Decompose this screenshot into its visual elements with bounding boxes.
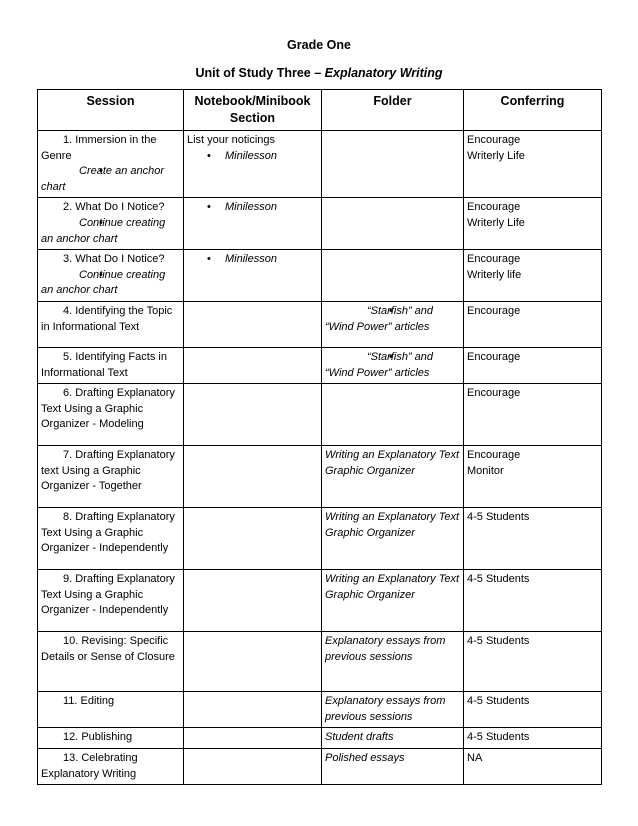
session-title: 5. Identifying Facts in Informational Text — [41, 350, 167, 379]
cell-session — [38, 632, 184, 692]
header-session: Session — [38, 90, 184, 131]
folder-bullet: • “Starfish” and “Wind Power” articles — [325, 350, 460, 381]
session-title: 10. Revising: Specific Details or Sense of Closure — [41, 635, 175, 663]
cell-conferring — [464, 632, 602, 692]
session-title: 11. Editing — [63, 695, 115, 708]
cell-notebook — [184, 250, 322, 302]
folder-bullet: • “Starfish” and “Wind Power” articles — [325, 304, 460, 335]
folder-text: Student drafts — [325, 731, 394, 744]
cell-folder — [322, 446, 464, 508]
session-bullet: • Create an anchor chart — [41, 164, 180, 195]
conferring-text: Encourage Monitor — [467, 449, 521, 477]
header-folder: Folder — [322, 90, 464, 131]
table-row — [38, 508, 602, 570]
table-row — [38, 347, 602, 383]
session-title: 13. Celebrating Explanatory Writing — [41, 751, 138, 780]
conferring-text: Encourage Writerly Life — [467, 201, 525, 229]
cell-session — [38, 384, 184, 446]
folder-text: Writing an Explanatory Text Graphic Organizer — [325, 449, 460, 477]
conferring-text: Encourage — [467, 350, 521, 363]
table-header-row — [38, 90, 602, 131]
cell-conferring — [464, 347, 602, 383]
cell-notebook — [184, 508, 322, 570]
cell-folder — [322, 131, 464, 198]
cell-session — [38, 301, 184, 347]
folder-text: Explanatory essays from previous sessions — [325, 695, 446, 723]
cell-notebook — [184, 131, 322, 198]
session-title: 3. What Do I Notice? — [63, 253, 165, 266]
cell-conferring — [464, 250, 602, 302]
table-row — [38, 131, 602, 198]
cell-conferring — [464, 508, 602, 570]
cell-folder — [322, 632, 464, 692]
session-title: 12. Publishing — [63, 731, 133, 744]
session-title: 6. Drafting Explanatory Text Using a Graphic Organizer - Modeling — [41, 387, 175, 431]
table-row — [38, 728, 602, 749]
cell-session — [38, 692, 184, 728]
cell-notebook — [184, 347, 322, 383]
cell-notebook — [184, 446, 322, 508]
header-conferring: Conferring — [464, 90, 602, 131]
notebook-bullet: • Minilesson — [187, 252, 318, 268]
session-bullet: • Continue creating an anchor chart — [41, 268, 180, 299]
cell-folder — [322, 692, 464, 728]
cell-conferring — [464, 692, 602, 728]
conferring-text: 4-5 Students — [467, 635, 530, 648]
notebook-bullet: • Minilesson — [187, 200, 318, 216]
cell-conferring — [464, 446, 602, 508]
table-row — [38, 198, 602, 250]
cell-conferring — [464, 728, 602, 749]
session-title: 7. Drafting Explanatory text Using a Graphic Organizer - Together — [41, 449, 175, 493]
conferring-text: Encourage — [467, 387, 521, 400]
cell-session — [38, 748, 184, 784]
folder-text: Explanatory essays from previous sessions — [325, 635, 446, 663]
cell-session — [38, 446, 184, 508]
cell-notebook — [184, 570, 322, 632]
cell-folder — [322, 748, 464, 784]
cell-notebook — [184, 301, 322, 347]
cell-notebook — [184, 748, 322, 784]
cell-session — [38, 570, 184, 632]
session-title: 8. Drafting Explanatory Text Using a Graphic Organizer - Independently — [41, 511, 175, 555]
cell-conferring — [464, 384, 602, 446]
cell-notebook — [184, 692, 322, 728]
subtitle-italic: Explanatory Writing — [324, 66, 443, 80]
cell-notebook — [184, 632, 322, 692]
cell-folder — [322, 728, 464, 749]
session-bullet: • Continue creating an anchor chart — [41, 216, 180, 247]
header-notebook: Notebook/Minibook Section — [184, 90, 322, 131]
conferring-text: Encourage Writerly Life — [467, 134, 525, 162]
session-title: 9. Drafting Explanatory Text Using a Graphic Organizer - Independently — [41, 573, 175, 617]
table-row — [38, 692, 602, 728]
notebook-bullet: • Minilesson — [187, 149, 318, 165]
session-title: 4. Identifying the Topic in Informational Text — [41, 304, 173, 333]
session-title: 1. Immersion in the Genre — [41, 134, 157, 162]
cell-conferring — [464, 301, 602, 347]
table-row — [38, 632, 602, 692]
table-row — [38, 250, 602, 302]
notebook-text: List your noticings — [187, 134, 276, 146]
page-subtitle — [0, 66, 638, 80]
cell-conferring — [464, 198, 602, 250]
cell-session — [38, 250, 184, 302]
folder-text: Writing an Explanatory Text Graphic Organizer — [325, 573, 460, 601]
table-row — [38, 301, 602, 347]
page-title: Grade One — [287, 38, 351, 52]
session-plan-table — [37, 89, 602, 785]
cell-folder — [322, 508, 464, 570]
conferring-text: 4-5 Students — [467, 573, 530, 586]
cell-folder — [322, 384, 464, 446]
cell-session — [38, 508, 184, 570]
conferring-text: 4-5 Students — [467, 731, 530, 744]
cell-session — [38, 347, 184, 383]
cell-folder — [322, 347, 464, 383]
cell-notebook — [184, 728, 322, 749]
folder-text: Polished essays — [325, 751, 405, 764]
table-row — [38, 570, 602, 632]
table-row — [38, 446, 602, 508]
cell-folder — [322, 250, 464, 302]
cell-notebook — [184, 384, 322, 446]
cell-folder — [322, 570, 464, 632]
conferring-text: NA — [467, 751, 483, 764]
conferring-text: Encourage Writerly life — [467, 253, 522, 281]
cell-conferring — [464, 748, 602, 784]
cell-conferring — [464, 570, 602, 632]
cell-conferring — [464, 131, 602, 198]
table-row — [38, 384, 602, 446]
cell-session — [38, 728, 184, 749]
cell-folder — [322, 198, 464, 250]
folder-text: Writing an Explanatory Text Graphic Organizer — [325, 511, 460, 539]
table-row — [38, 748, 602, 784]
session-title: 2. What Do I Notice? — [63, 201, 165, 214]
subtitle-plain: Unit of Study Three – — [195, 66, 325, 80]
conferring-text: Encourage — [467, 304, 521, 317]
cell-session — [38, 131, 184, 198]
conferring-text: 4-5 Students — [467, 695, 530, 708]
cell-folder — [322, 301, 464, 347]
cell-session — [38, 198, 184, 250]
conferring-text: 4-5 Students — [467, 511, 530, 524]
cell-notebook — [184, 198, 322, 250]
